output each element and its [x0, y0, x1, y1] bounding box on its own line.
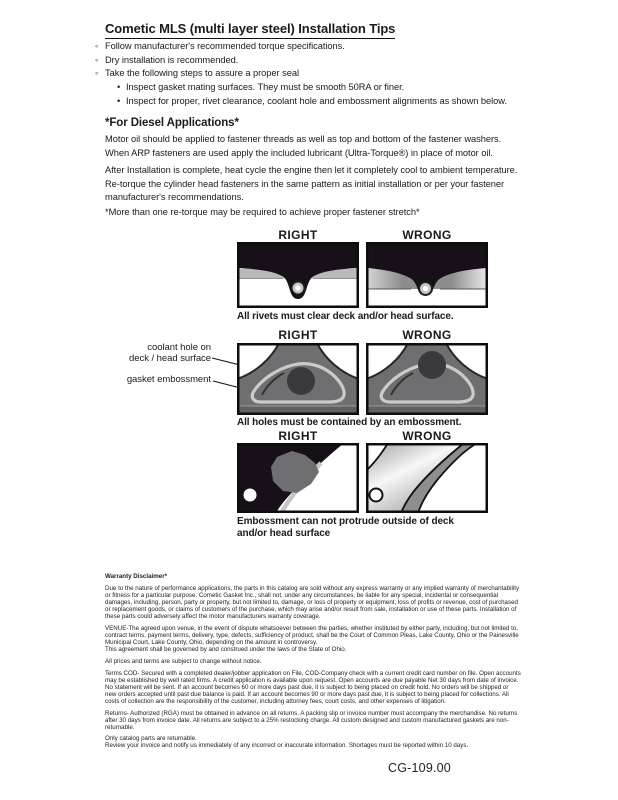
page-title-wrap — [105, 20, 395, 39]
caption-rivets: All rivets must clear deck and/or head surface. — [237, 311, 454, 322]
sub-tip-item-1 — [95, 81, 535, 95]
diagram-protrude-wrong — [366, 443, 488, 513]
bullet-icon: • — [117, 95, 121, 106]
tip-text: Dry installation is recommended. — [105, 54, 239, 65]
disclaimer-venue-paragraph: VENUE-The agreed upon venue, in the event of dispute whatsoever between the parties, whether instituted by either party, including, but not limited to, contract terms, payment terms, delivery, type, defects, sufficiency of product, shall be the Court of Common Pleas, Lake County, Ohio or the Painesville Municipal Court, Lake County, Ohio, depending on the amount in controversy. — [105, 625, 519, 647]
diagram-rivet-wrong — [366, 242, 488, 308]
caption-protrude: Embossment can not protrude outside of deck and/or head surface — [237, 516, 454, 539]
disclaimer-warranty-paragraph: Due to the nature of performance applications, the parts in this catalog are sold without any express warranty or any implied warranty of merchantability or fitness for a particular purpose. Cometic Gasket Inc., shall not, under any circumstances, be liable for any special, incidental or consequential damages, including, person, party or property, but not limited to, damage, or loss of property or equipment, loss of profits or revenue, cost of purchased or replacement goods, or claims of customers of the purchase, which may arise and/or result from sale, installation or use of these parts. Installation of these parts could adversely affect the motor manufacturers warranty coverage. — [105, 585, 520, 621]
page-title: Cometic MLS (multi layer steel) Installation Tips — [105, 21, 395, 39]
tip-text: Inspect for proper, rivet clearance, coolant hole and embossment alignments as shown below. — [126, 95, 507, 106]
disclaimer-returns-paragraph: Returns- Authorized (RGA) must be obtained in advance on all returns. A packing slip or invoice number must accompany the merchandise. No returns after 30 days from invoice date. All returns are subject to a 25% restocking charge. All custom designed and custom manufactured gaskets are non-returnable. — [105, 709, 518, 731]
diagram-embossment-wrong — [366, 343, 488, 415]
coolant-hole-icon — [287, 367, 315, 395]
tip-text: Inspect gasket mating surfaces. They must be smooth 50RA or finer. — [126, 82, 405, 93]
tip-text: Follow manufacturer's recommended torque specifications. — [105, 41, 345, 51]
pair1-right-label: RIGHT — [278, 228, 318, 242]
pair1-wrong-label: WRONG — [402, 228, 452, 242]
page-number: CG-109.00 — [388, 761, 451, 775]
tip-item-1 — [95, 40, 535, 54]
pair2-right-label: RIGHT — [278, 328, 318, 342]
label-gasket-embossment: gasket embossment — [126, 374, 211, 385]
caption-holes: All holes must be contained by an embossment. — [237, 417, 462, 428]
diagram-embossment-right — [237, 343, 359, 415]
diesel-paragraph-1: Motor oil should be applied to fastener threads as well as top and bottom of the fastener washers. When ARP fasteners are used apply the included lubricant (Ultra-Torque®) in place of motor oil. — [105, 134, 502, 158]
coolant-hole-icon — [418, 351, 446, 379]
pair3-wrong-label: WRONG — [402, 429, 452, 443]
sub-tip-item-2 — [95, 95, 535, 109]
tip-text: Take the following steps to assure a proper seal — [105, 68, 299, 79]
open-bullet-icon: ◦ — [95, 41, 99, 51]
retorque-note: *More than one re-torque may be required to achieve proper fastener stretch* — [105, 207, 420, 217]
diagram-rivet-right — [237, 242, 359, 308]
label-coolant-hole: coolant hole on deck / head surface — [129, 342, 211, 364]
disclaimer-venue2-paragraph: This agreement shall be governed by and construed under the laws of the State of Ohio. — [105, 646, 347, 654]
disclaimer-heading: Warranty Disclaimer* — [105, 573, 168, 580]
tip-item-2 — [95, 54, 535, 68]
diesel-heading: *For Diesel Applications* — [105, 117, 239, 129]
bolt-hole-icon — [244, 489, 257, 502]
disclaimer-terms-paragraph: Terms COD- Secured with a completed dealer/jobber application on File, COD-Company check with a current credit card number on file. Open accounts may be established by well rated firms. A credit application is available upon request. Open accounts are due payable Net 30 days from date of invoice. No statement will be sent. If an account becomes 60 or more days past due, it is subject to being placed on credit hold. No orders will be shipped or new orders accepted until past due balance is paid. If an account becomes 90 or more days past due, it is subject to being placed for collections. All costs of collection are the responsibility of the customer, including attorney fees, court costs, and other expenses of litigation. — [105, 669, 521, 705]
disclaimer-review-paragraph: Review your invoice and notify us immediately of any incorrect or inaccurate information. Shortages must be reported within 10 days. — [105, 742, 469, 750]
disclaimer-only-paragraph: Only catalog parts are returnable. — [105, 735, 197, 743]
bullet-icon: • — [117, 82, 121, 93]
diagram-protrude-right — [237, 443, 359, 513]
bolt-hole-icon — [370, 489, 383, 502]
open-bullet-icon: ◦ — [95, 68, 99, 79]
pair2-wrong-label: WRONG — [402, 328, 452, 342]
diesel-paragraph-2: After Installation is complete, heat cycle the engine then let it completely cool to ambient temperature. Re-torque the cylinder head fasteners in the same pattern as initial installation or per your fastener manufacturer's recommendations. — [105, 165, 518, 203]
warranty-disclaimer — [105, 573, 521, 754]
disclaimer-prices-paragraph: All prices and terms are subject to change without notice. — [105, 657, 262, 665]
tips-list — [95, 40, 535, 109]
tip-item-3 — [95, 67, 535, 81]
pair3-right-label: RIGHT — [278, 429, 318, 443]
open-bullet-icon: ◦ — [95, 54, 99, 65]
